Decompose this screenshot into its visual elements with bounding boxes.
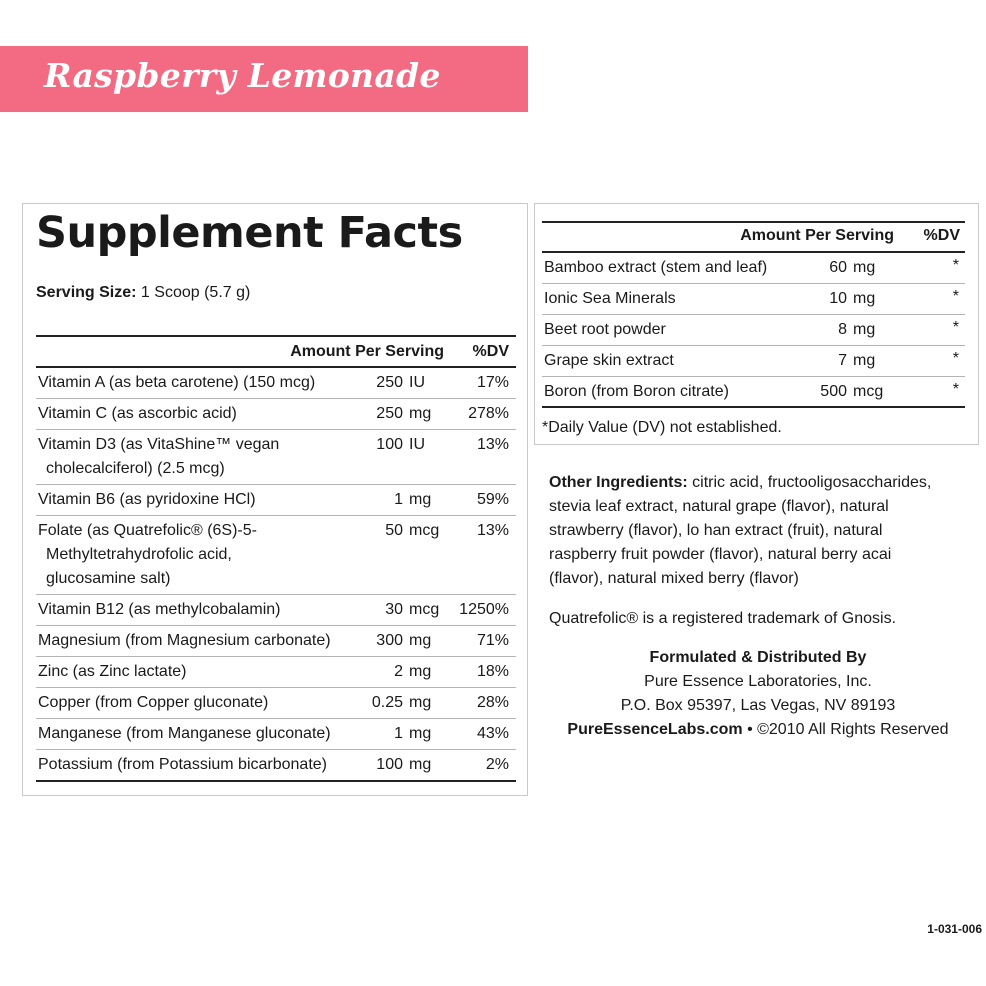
nutrient-name: Copper (from Copper gluconate)	[38, 694, 269, 711]
extra-ingredient-name: Ionic Sea Minerals	[544, 290, 676, 307]
extra-ingredient-name: Grape skin extract	[544, 352, 674, 369]
extra-header-rule	[542, 251, 965, 253]
website-link[interactable]: PureEssenceLabs.com	[567, 721, 743, 738]
nutrient-dv: 1250%	[459, 601, 509, 618]
nutrient-amount: 100	[376, 756, 403, 773]
nutrient-name: Folate (as Quatrefolic® (6S)-5-	[38, 522, 257, 539]
row-divider	[36, 484, 516, 485]
nutrient-unit: mg	[409, 756, 432, 773]
nutrient-unit: mg	[409, 491, 432, 508]
row-divider	[542, 314, 965, 315]
row-divider	[36, 780, 516, 782]
nutrient-unit: mg	[409, 405, 432, 422]
additional-ingredients-panel	[534, 203, 979, 445]
dv-header: %DV	[472, 343, 509, 360]
nutrient-amount: 300	[376, 632, 403, 649]
row-divider	[36, 625, 516, 626]
nutrient-name: glucosamine salt)	[46, 570, 171, 587]
nutrient-dv: 13%	[476, 436, 509, 453]
extra-ingredient-name: Boron (from Boron citrate)	[544, 383, 729, 400]
distributor-footer	[549, 718, 967, 742]
nutrient-name: Zinc (as Zinc lactate)	[38, 663, 187, 680]
nutrient-amount: 0.25	[371, 694, 403, 711]
dv-footnote: *Daily Value (DV) not established.	[542, 419, 782, 436]
nutrient-name: Magnesium (from Magnesium carbonate)	[38, 632, 331, 649]
nutrient-amount: 30	[385, 601, 403, 618]
extra-ingredient-dv: *	[952, 350, 959, 367]
nutrient-dv: 43%	[476, 725, 509, 742]
nutrient-name: Manganese (from Manganese gluconate)	[38, 725, 331, 742]
extra-ingredient-unit: mcg	[853, 383, 884, 400]
nutrient-unit: mg	[409, 694, 432, 711]
nutrient-amount: 1	[394, 725, 403, 742]
row-divider	[542, 283, 965, 284]
row-divider	[36, 594, 516, 595]
extra-ingredient-amount: 10	[829, 290, 847, 307]
extra-ingredient-unit: mg	[853, 259, 876, 276]
nutrient-name: cholecalciferol) (2.5 mcg)	[46, 460, 225, 477]
distributor-company: Pure Essence Laboratories, Inc.	[644, 673, 872, 690]
ingredients-line: strawberry (flavor), lo han extract (fruit), natural	[549, 522, 883, 539]
nutrient-dv: 17%	[476, 374, 509, 391]
row-divider	[36, 656, 516, 657]
nutrient-dv: 59%	[476, 491, 509, 508]
serving-size	[36, 284, 250, 302]
ingredients-line: Other Ingredients: citric acid, fructooligosaccharides,	[549, 474, 932, 491]
row-divider	[36, 429, 516, 430]
serving-size-value: 1 Scoop (5.7 g)	[136, 284, 251, 301]
extra-ingredient-dv: *	[952, 288, 959, 305]
row-divider	[36, 687, 516, 688]
nutrient-unit: mg	[409, 632, 432, 649]
row-divider	[36, 398, 516, 399]
nutrient-amount: 250	[376, 405, 403, 422]
nutrient-name: Vitamin D3 (as VitaShine™ vegan	[38, 436, 280, 453]
extra-ingredient-amount: 8	[838, 321, 847, 338]
nutrient-name: Methyltetrahydrofolic acid,	[46, 546, 232, 563]
extra-dv-header: %DV	[923, 227, 960, 244]
nutrient-name: Vitamin A (as beta carotene) (150 mcg)	[38, 374, 316, 391]
extra-ingredient-unit: mg	[853, 352, 876, 369]
supplement-facts-panel	[22, 203, 528, 796]
distributor-heading: Formulated & Distributed By	[649, 649, 867, 666]
ingredients-line: stevia leaf extract, natural grape (flavor), natural	[549, 498, 889, 515]
nutrient-amount: 2	[394, 663, 403, 680]
nutrient-dv: 278%	[468, 405, 509, 422]
nutrient-unit: mcg	[409, 601, 440, 618]
extra-ingredient-amount: 500	[820, 383, 847, 400]
extra-ingredient-name: Beet root powder	[544, 321, 666, 338]
nutrient-amount: 1	[394, 491, 403, 508]
panel-title: Supplement Facts	[36, 208, 463, 258]
row-divider	[36, 515, 516, 516]
nutrient-unit: mcg	[409, 522, 440, 539]
nutrient-name: Vitamin B6 (as pyridoxine HCl)	[38, 491, 256, 508]
nutrient-name: Vitamin B12 (as methylcobalamin)	[38, 601, 281, 618]
nutrient-dv: 28%	[476, 694, 509, 711]
nutrient-unit: mg	[409, 725, 432, 742]
extra-ingredient-unit: mg	[853, 290, 876, 307]
distributor-address: P.O. Box 95397, Las Vegas, NV 89193	[620, 697, 896, 714]
flavor-banner	[0, 46, 528, 112]
extra-ingredient-dv: *	[952, 319, 959, 336]
row-divider	[542, 345, 965, 346]
copyright: • ©2010 All Rights Reserved	[742, 721, 949, 738]
extra-ingredient-dv: *	[952, 381, 959, 398]
extra-ingredient-amount: 7	[838, 352, 847, 369]
nutrient-name: Potassium (from Potassium bicarbonate)	[38, 756, 327, 773]
extra-ingredient-amount: 60	[829, 259, 847, 276]
nutrient-dv: 2%	[485, 756, 509, 773]
ingredients-line: raspberry fruit powder (flavor), natural berry acai	[549, 546, 892, 563]
nutrient-unit: mg	[409, 663, 432, 680]
nutrient-dv: 18%	[476, 663, 509, 680]
other-ingredients	[549, 471, 979, 591]
extra-bottom-rule	[542, 406, 965, 408]
row-divider	[36, 749, 516, 750]
trademark-notice: Quatrefolic® is a registered trademark of Gnosis.	[549, 610, 897, 627]
nutrient-dv: 71%	[476, 632, 509, 649]
flavor-name: Raspberry Lemonade	[44, 56, 441, 95]
extra-ingredient-dv: *	[952, 257, 959, 274]
header-bottom-rule	[36, 366, 516, 368]
nutrient-unit: IU	[409, 436, 425, 453]
amount-header: Amount Per Serving	[290, 343, 444, 360]
extra-amount-header: Amount Per Serving	[740, 227, 894, 244]
nutrient-amount: 250	[376, 374, 403, 391]
nutrient-amount: 50	[385, 522, 403, 539]
nutrient-amount: 100	[376, 436, 403, 453]
header-rule	[36, 335, 516, 337]
row-divider	[542, 376, 965, 377]
extra-top-rule	[542, 221, 965, 223]
ingredients-label: Other Ingredients:	[549, 474, 688, 491]
nutrient-name: Vitamin C (as ascorbic acid)	[38, 405, 237, 422]
ingredients-line: (flavor), natural mixed berry (flavor)	[549, 570, 799, 587]
product-code: 1-031-006	[927, 922, 982, 936]
nutrient-unit: IU	[409, 374, 425, 391]
row-divider	[36, 718, 516, 719]
extra-ingredient-unit: mg	[853, 321, 876, 338]
extra-ingredient-name: Bamboo extract (stem and leaf)	[544, 259, 768, 276]
nutrient-dv: 13%	[476, 522, 509, 539]
serving-size-label: Serving Size:	[36, 284, 137, 301]
